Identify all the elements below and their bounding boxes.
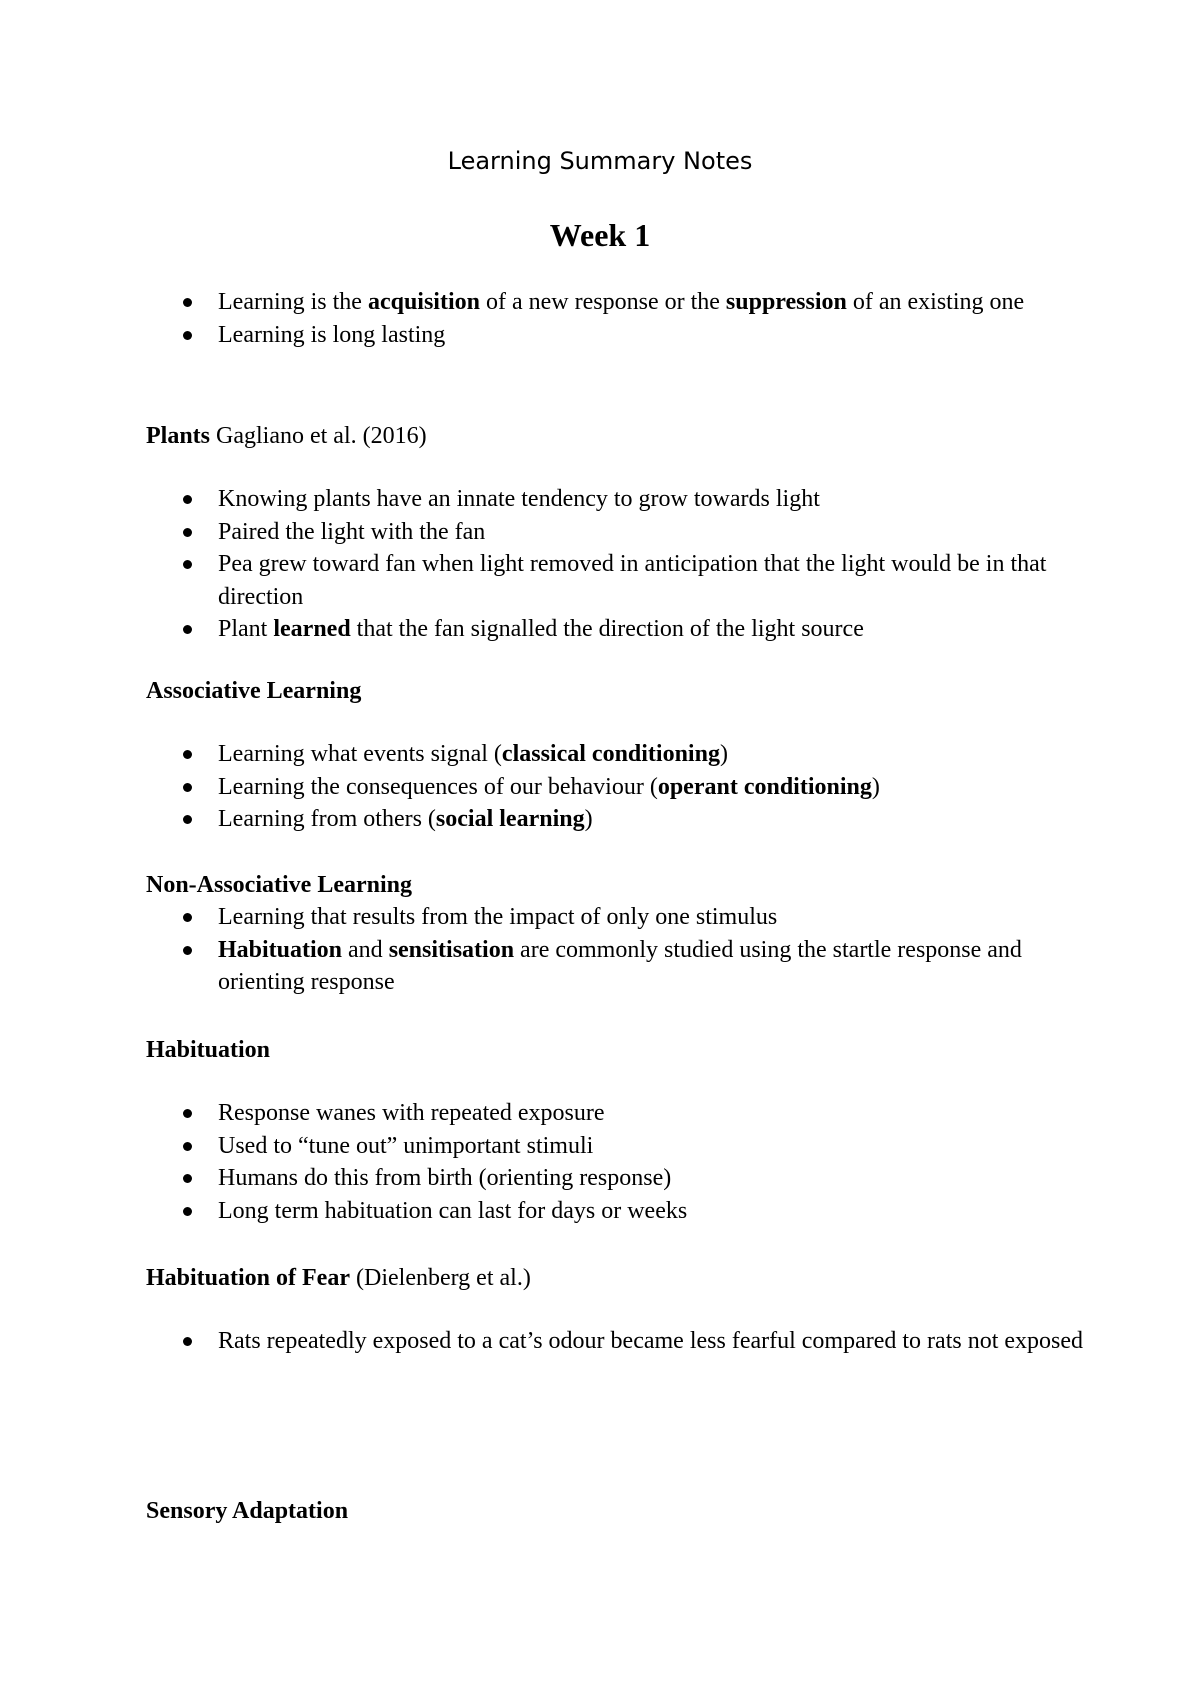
item-text: Rats repeatedly exposed to a cat’s odour became less fearful compared to rats not exposed — [218, 1328, 1084, 1354]
item-text: ) — [871, 773, 880, 800]
bold-term: operant conditioning — [657, 773, 872, 800]
plants-citation: Gagliano et al. (2016) — [210, 423, 427, 449]
plants-section — [146, 420, 1086, 646]
intro-list — [146, 286, 1086, 351]
associative-heading-text: Associative Learning — [146, 678, 362, 704]
associative-list — [146, 738, 1086, 836]
list-item — [146, 1325, 1086, 1358]
item-text: Learning that results from the impact of only one stimulus — [218, 904, 778, 930]
list-item — [146, 548, 1086, 613]
sensory-section — [146, 1495, 1086, 1527]
bold-term: suppression — [725, 289, 847, 315]
sensory-heading-text: Sensory Adaptation — [146, 1498, 349, 1524]
habituation-list — [146, 1097, 1086, 1227]
item-text: ) — [719, 741, 728, 767]
item-text: Learning from others ( — [218, 806, 436, 832]
list-item — [146, 286, 1086, 319]
bullet-icon — [183, 1109, 192, 1118]
bullet-icon — [183, 625, 192, 634]
bullet-icon — [183, 946, 192, 955]
list-item — [146, 613, 1086, 646]
item-text: Learning the consequences of our behaviour ( — [218, 773, 658, 800]
bullet-icon — [183, 560, 192, 569]
bold-term: social learning — [435, 806, 585, 832]
item-text: of an existing one — [846, 289, 1025, 315]
item-text: Knowing plants have an innate tendency to grow towards light — [218, 486, 820, 512]
section-heading-non-associative — [146, 869, 1086, 901]
list-item — [146, 771, 1086, 804]
list-item — [146, 483, 1086, 516]
habituation-section — [146, 1034, 1086, 1227]
bullet-icon — [183, 1337, 192, 1346]
list-item — [146, 516, 1086, 549]
habituation-fear-list — [146, 1325, 1086, 1358]
bullet-icon — [183, 495, 192, 504]
item-text: Response wanes with repeated exposure — [218, 1100, 605, 1126]
item-text: Long term habituation can last for days or weeks — [218, 1197, 688, 1224]
list-item — [146, 1162, 1086, 1195]
section-heading-habituation — [146, 1034, 1086, 1066]
plants-list — [146, 483, 1086, 646]
list-item — [146, 319, 1086, 352]
list-item — [146, 803, 1086, 836]
item-text: of a new response or the — [479, 289, 726, 315]
section-heading-sensory — [146, 1495, 1086, 1527]
bold-term: Habituation — [218, 936, 343, 963]
bold-term: acquisition — [367, 289, 480, 315]
item-text: Learning is the — [218, 289, 368, 315]
bullet-icon — [183, 1142, 192, 1151]
section-heading-habituation-fear — [146, 1262, 1086, 1294]
bullet-icon — [183, 1207, 192, 1216]
list-item — [146, 901, 1086, 934]
document-title: Learning Summary Notes — [447, 147, 753, 175]
list-item — [146, 738, 1086, 771]
item-text: Paired the light with the fan — [218, 518, 486, 545]
bullet-icon — [183, 331, 192, 340]
bullet-icon — [183, 913, 192, 922]
habituation-heading-text: Habituation — [146, 1037, 271, 1063]
habituation-fear-section — [146, 1262, 1086, 1358]
non-associative-heading-text: Non-Associative Learning — [146, 872, 412, 898]
bold-term: learned — [273, 616, 351, 642]
list-item — [146, 934, 1086, 999]
item-text: Learning is long lasting — [218, 321, 446, 348]
intro-section — [146, 286, 1086, 351]
bullet-icon — [183, 783, 192, 792]
week-heading: Week 1 — [549, 217, 651, 253]
section-heading-plants — [146, 420, 1086, 452]
bullet-icon — [183, 1174, 192, 1183]
plants-heading-text: Plants — [146, 423, 211, 449]
item-text: and — [342, 936, 389, 963]
item-text: Learning what events signal ( — [218, 741, 502, 767]
non-associative-list — [146, 901, 1086, 999]
item-text: are commonly studied using the startle response and orienting response — [218, 936, 1022, 995]
item-text: Pea grew toward fan when light removed in anticipation that the light would be in that direction — [218, 551, 1047, 610]
bullet-icon — [183, 815, 192, 824]
item-text: ) — [584, 806, 593, 832]
item-text: Used to “tune out” unimportant stimuli — [218, 1132, 594, 1159]
habituation-fear-citation: (Dielenberg et al.) — [350, 1265, 531, 1291]
list-item — [146, 1195, 1086, 1228]
bold-term: sensitisation — [388, 936, 515, 963]
item-text: that the fan signalled the direction of the light source — [350, 616, 864, 642]
associative-section — [146, 675, 1086, 836]
item-text: Plant — [218, 616, 274, 642]
section-heading-associative — [146, 675, 1086, 707]
non-associative-section — [146, 869, 1086, 999]
bullet-icon — [183, 528, 192, 537]
item-text: Humans do this from birth (orienting response) — [218, 1165, 672, 1191]
bullet-icon — [183, 298, 192, 307]
list-item — [146, 1097, 1086, 1130]
list-item — [146, 1130, 1086, 1163]
habituation-fear-heading-text: Habituation of Fear — [146, 1265, 350, 1291]
bullet-icon — [183, 750, 192, 759]
bold-term: classical conditioning — [501, 741, 720, 767]
